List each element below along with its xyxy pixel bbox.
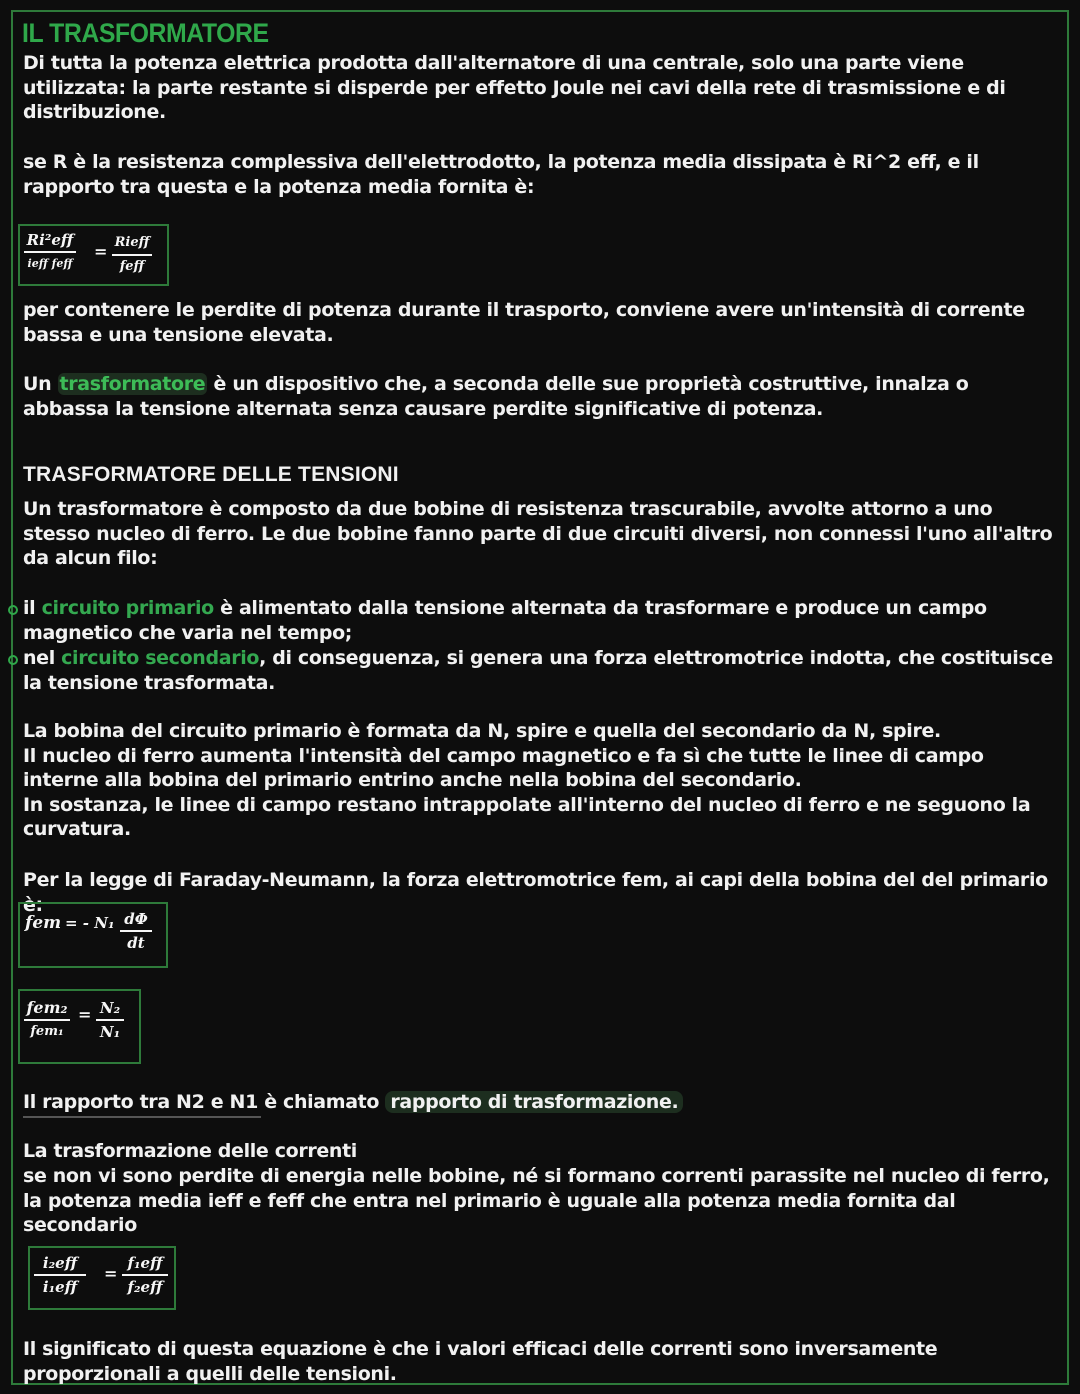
fraction-bar xyxy=(24,1019,70,1021)
text-segment: il xyxy=(23,597,42,619)
formula-fraction xyxy=(120,910,152,952)
bullet-circle-icon xyxy=(8,605,18,615)
formula-denominator: ieff feff xyxy=(27,257,73,270)
text-segment: Un xyxy=(23,373,58,395)
composition-paragraph: Un trasformatore è composto da due bobine di resistenza trascurabile, avvolte attorno a uno stesso nucleo di ferro. Le due bobine fanno parte di due circuiti diversi, non connessi l'uno all'altro da alcun filo: xyxy=(23,498,1053,569)
text-segment: nel xyxy=(23,647,62,669)
intro-paragraph: Di tutta la potenza elettrica prodotta dall'alternatore di una centrale, solo una parte viene utilizzata: la parte restante si disperde per effetto Joule nei cavi della rete di trasmissione e di distribuzione. xyxy=(23,52,1006,123)
formula-fraction-right xyxy=(96,999,124,1041)
highlight-primary-circuit: circuito primario xyxy=(41,597,214,619)
formula-numerator: dΦ xyxy=(124,910,148,928)
coils-paragraph xyxy=(23,719,1053,842)
formula-faraday xyxy=(18,902,168,968)
coils-line: In sostanza, le linee di campo restano intrappolate all'interno del nucleo di ferro e ne seguono la curvatura. xyxy=(23,793,1031,840)
formula-power-ratio xyxy=(18,224,169,286)
text-segment: è un dispositivo che, a seconda delle sue proprietà costruttive, innalza o abbassa la tensione alternata senza causare perdite significative di potenza. xyxy=(23,373,969,420)
bullet-primary xyxy=(23,596,1053,645)
formula-fraction-left xyxy=(24,999,70,1041)
bullet-secondary xyxy=(23,646,1053,695)
fraction-bar xyxy=(34,1274,86,1276)
losses-paragraph: per contenere le perdite di potenza durante il trasporto, conviene avere un'intensità di corrente bassa e una tensione elevata. xyxy=(23,299,1025,346)
formula-numerator: Ri²eff xyxy=(26,231,74,249)
fraction-bar xyxy=(122,1274,168,1276)
formula-denominator: i₁eff xyxy=(42,1278,78,1296)
formula-fraction-right xyxy=(112,234,152,276)
equals-sign: = xyxy=(94,242,108,261)
formula-denominator: N₁ xyxy=(99,1023,121,1041)
text-segment: , di conseguenza, si genera una forza elettromotrice indotta, che costituisce la tensione trasformata. xyxy=(23,647,1053,694)
formula-numerator: N₂ xyxy=(99,999,121,1017)
highlight-transformation-ratio: rapporto di trasformazione. xyxy=(385,1091,683,1113)
formula-fraction-left xyxy=(34,1254,86,1296)
formula-lhs: fem xyxy=(25,913,62,933)
section-subtitle: TRASFORMATORE DELLE TENSIONI xyxy=(23,463,399,486)
coils-line: La bobina del circuito primario è formata da N, spire e quella del secondario da N, spire. xyxy=(23,720,941,742)
highlight-transformer: trasformatore xyxy=(59,373,206,395)
formula-numerator: Rieff xyxy=(114,235,150,250)
formula-minus-n1: = - N₁ xyxy=(65,914,115,932)
fraction-bar xyxy=(24,251,76,253)
transformer-definition xyxy=(23,372,1053,421)
resistance-paragraph: se R è la resistenza complessiva dell'elettrodotto, la potenza media dissipata è Ri^2 eff, e il rapporto tra questa e la potenza media fornita è: xyxy=(23,151,979,198)
bullet-circle-icon xyxy=(8,655,18,665)
equals-sign: = xyxy=(104,1264,118,1283)
fraction-bar xyxy=(112,254,152,256)
currents-heading: La trasformazione delle correnti xyxy=(23,1140,357,1162)
conclusion-paragraph: Il significato di questa equazione è che i valori efficaci delle correnti sono inversamente proporzionali a quelli delle tensioni. xyxy=(23,1338,938,1385)
fraction-bar xyxy=(96,1019,124,1021)
coils-line: Il nucleo di ferro aumenta l'intensità del campo magnetico e fa sì che tutte le linee di campo interne alla bobina del primario entrino anche nella bobina del secondario. xyxy=(23,744,984,791)
text-segment: è alimentato dalla tensione alternata da trasformare e produce un campo magnetico che varia nel tempo; xyxy=(23,597,987,644)
formula-denominator: dt xyxy=(127,934,145,952)
formula-denominator: f₂eff xyxy=(127,1278,163,1296)
formula-numerator: i₂eff xyxy=(42,1254,78,1272)
underline-divider xyxy=(23,1116,261,1118)
highlight-secondary-circuit: circuito secondario xyxy=(61,647,260,669)
formula-current-ratio xyxy=(28,1246,176,1310)
formula-fraction-right xyxy=(122,1254,168,1296)
formula-numerator: fem₂ xyxy=(26,998,68,1017)
formula-denominator: feff xyxy=(119,259,145,274)
text-segment: Il rapporto tra N2 e N1 è chiamato xyxy=(23,1091,386,1113)
page-title: IL TRASFORMATORE xyxy=(22,18,269,48)
ratio-paragraph xyxy=(23,1090,1053,1115)
formula-fraction-left xyxy=(24,231,76,273)
fraction-bar xyxy=(120,930,152,932)
faraday-paragraph: Per la legge di Faraday-Neumann, la forza elettromotrice fem, ai capi della bobina del del primario è: xyxy=(23,869,1048,916)
equals-sign: = xyxy=(78,1005,92,1024)
formula-denominator: fem₁ xyxy=(30,1024,64,1039)
formula-numerator: f₁eff xyxy=(127,1254,163,1272)
currents-paragraph: se non vi sono perdite di energia nelle bobine, né si formano correnti parassite nel nucleo di ferro, la potenza media ieff e feff che entra nel primario è uguale alla potenza media fornita dal secondario xyxy=(23,1165,1050,1236)
formula-fem-ratio xyxy=(18,989,141,1064)
